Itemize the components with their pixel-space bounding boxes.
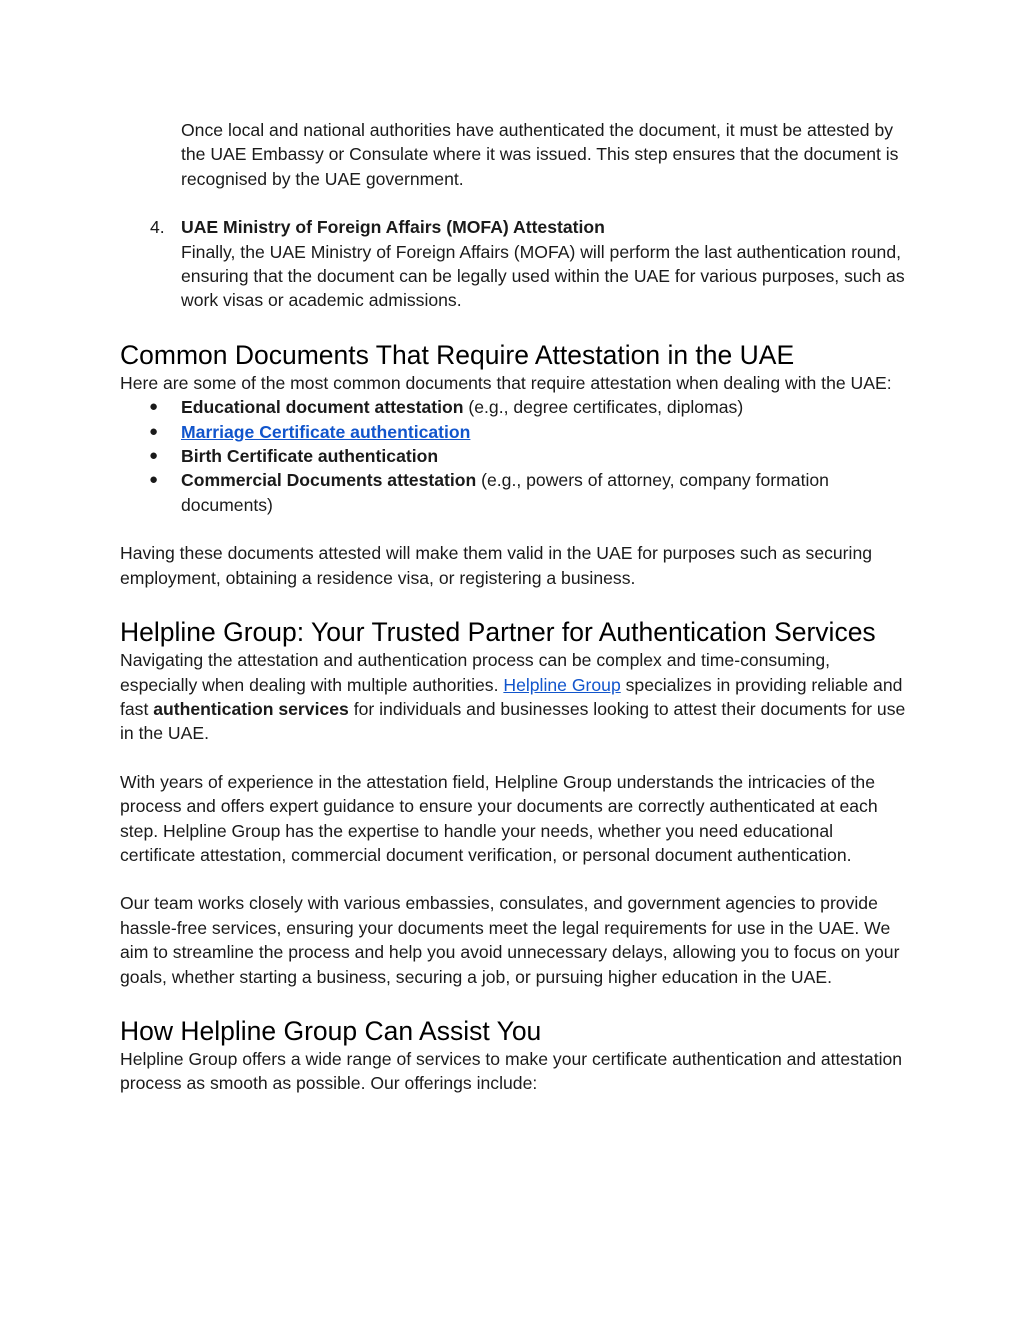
list-item	[120, 395, 910, 419]
document-page	[120, 118, 910, 1096]
numbered-item-4	[120, 215, 910, 313]
step4-title: UAE Ministry of Foreign Affairs (MOFA) Attestation	[181, 217, 605, 238]
list-item-bold: Commercial Documents attestation	[181, 470, 477, 491]
step4-text: Finally, the UAE Ministry of Foreign Affairs (MOFA) will perform the last authentication round, ensuring that the document can be legally used within the UAE for various purposes, such as work visas or academic admissions.	[181, 241, 905, 311]
link-bold-text: Marriage Certificate authentication	[181, 421, 471, 442]
bullet-icon: ●	[149, 398, 159, 416]
bullet-icon: ●	[149, 422, 159, 440]
helpline-paragraph-1	[120, 648, 910, 746]
assist-intro-paragraph: Helpline Group offers a wide range of services to make your certificate authentication and attestation process as smooth as possible. Our offerings include:	[120, 1048, 903, 1094]
list-item-bold: Educational document attestation	[181, 397, 464, 418]
heading-helpline-partner: Helpline Group: Your Trusted Partner for Authentication Services	[120, 617, 876, 648]
heading-common-documents: Common Documents That Require Attestation in the UAE	[120, 339, 795, 370]
step3-paragraph: Once local and national authorities have authenticated the document, it must be attested by the UAE Embassy or Consulate where it was issued. This step ensures that the document is recognised by the UAE government.	[181, 120, 899, 189]
heading-how-assist: How Helpline Group Can Assist You	[120, 1015, 542, 1046]
list-item	[120, 420, 910, 444]
bullet-icon: ●	[149, 447, 159, 465]
paragraph-text: specializes in providing reliable and fast	[120, 674, 903, 719]
list-item-text: (e.g., degree certificates, diplomas)	[463, 397, 744, 418]
common-intro-paragraph: Here are some of the most common documents that require attestation when dealing with the UAE:	[120, 372, 892, 393]
list-item	[120, 444, 910, 468]
list-item-bold: Birth Certificate authentication	[181, 446, 439, 467]
paragraph-text: for individuals and businesses looking to attest their documents for use in the UAE.	[120, 698, 906, 744]
list-item-text: (e.g., powers of attorney, company formation documents)	[181, 470, 829, 515]
authentication-services-bold: authentication services	[153, 698, 349, 719]
common-closing-paragraph: Having these documents attested will make them valid in the UAE for purposes such as securing employment, obtaining a residence visa, or registering a business.	[120, 543, 873, 588]
helpline-paragraph-2: With years of experience in the attestation field, Helpline Group understands the intricacies of the process and offers expert guidance to ensure your documents are correctly authenticated at each step. Helpline Group has the expertise to handle your needs, whether you need educational certificate attestation, commercial document verification, or personal document authentication.	[120, 771, 878, 865]
list-item	[120, 468, 910, 517]
helpline-paragraph-3: Our team works closely with various embassies, consulates, and government agencies to provide hassle-free services, ensuring your documents meet the legal requirements for use in the UAE. We aim to streamline the process and help you avoid unnecessary delays, allowing you to focus on your goals, whether starting a business, securing a job, or pursuing higher education in the UAE.	[120, 893, 900, 987]
list-number: 4.	[150, 217, 165, 238]
common-documents-list	[120, 395, 910, 517]
paragraph-text: Navigating the attestation and authentication process can be complex and time-consuming, especially when dealing with multiple authorities.	[120, 650, 831, 695]
marriage-certificate-link[interactable]	[181, 422, 470, 442]
helpline-group-link[interactable]: Helpline Group	[503, 674, 621, 695]
bullet-icon: ●	[149, 471, 159, 489]
